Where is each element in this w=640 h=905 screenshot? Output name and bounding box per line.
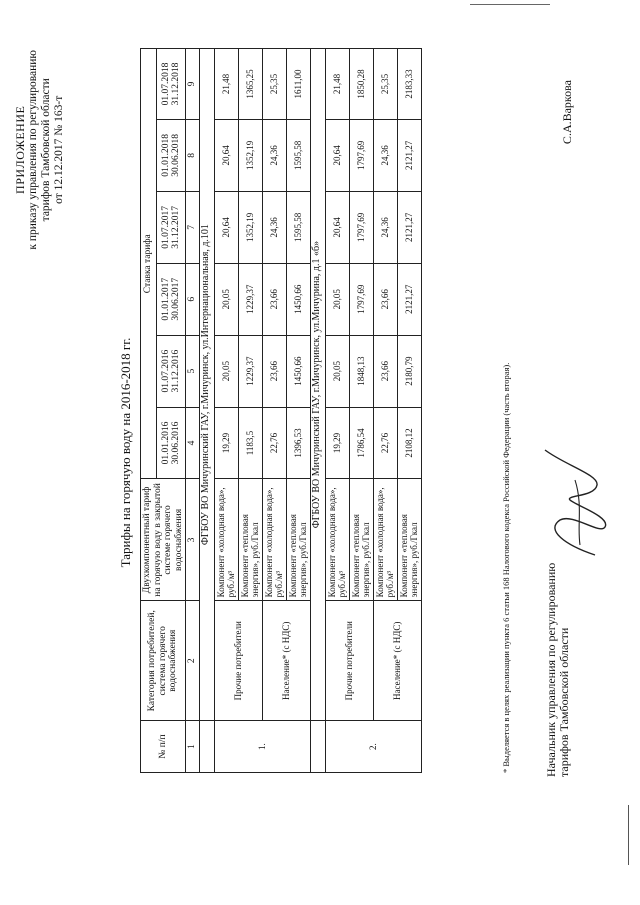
tariff-value: 23,66 <box>373 335 397 407</box>
tariff-value: 23,66 <box>373 263 397 335</box>
col-header-num: № п/п <box>141 721 186 773</box>
tariff-value: 2183,33 <box>397 49 421 120</box>
scan-artifact-edge <box>470 4 550 5</box>
tariff-value: 19,29 <box>214 407 238 479</box>
tariff-value: 1450,66 <box>286 335 310 407</box>
tariff-value: 21,48 <box>214 49 238 120</box>
component-label: Компонент «холодная вода», руб./м³ <box>262 479 286 601</box>
signatory-position-line2: тарифов Тамбовской области <box>557 627 571 777</box>
consumer-category: Население* (с НДС) <box>373 601 421 721</box>
footnote: * Выделяется в целях реализации пункта 6 статьи 168 Налогового кодекса Российской Федерации (часть вторая). <box>501 362 511 773</box>
handwritten-signature <box>525 435 615 575</box>
tariff-value: 20,05 <box>325 335 349 407</box>
tariff-value: 23,66 <box>262 263 286 335</box>
tariff-value: 1786,54 <box>349 407 373 479</box>
tariff-value: 20,64 <box>214 119 238 191</box>
order-date-line: от 12.12.2017 № 163-т <box>53 95 65 204</box>
col-number: 3 <box>186 479 200 601</box>
tariff-value: 24,36 <box>262 191 286 263</box>
section-title: ФГБОУ ВО Мичуринский ГАУ, г.Мичуринск, ул.Мичурина, д.1 «б» <box>310 49 325 721</box>
tariff-value: 1595,58 <box>286 119 310 191</box>
tariff-value: 1352,19 <box>238 119 262 191</box>
tariff-value: 22,76 <box>262 407 286 479</box>
tariff-value: 20,05 <box>214 263 238 335</box>
tariff-value: 2180,79 <box>397 335 421 407</box>
component-label: Компонент «тепловая энергия», руб./Гкал <box>238 479 262 601</box>
tariff-value: 1797,69 <box>349 119 373 191</box>
col-number: 9 <box>186 49 200 120</box>
col-header-component: Двухкомпонентный тариф на горячую воду в закрытой системе горячего водоснабжения <box>141 479 186 601</box>
tariff-value: 24,36 <box>262 119 286 191</box>
signatory-position <box>545 563 571 777</box>
order-line: к приказу управления по регулированию <box>27 50 39 250</box>
tariff-value: 24,36 <box>373 191 397 263</box>
col-number: 5 <box>186 335 200 407</box>
period-header: 01.07.2018 31.12.2018 <box>157 49 186 120</box>
col-number: 2 <box>186 601 200 721</box>
tariff-value: 20,64 <box>214 191 238 263</box>
col-header-category: Категория потребителей, система горячего водоснабжения <box>141 601 186 721</box>
consumer-category: Население* (с НДС) <box>262 601 310 721</box>
appendix-header <box>14 50 66 250</box>
period-header: 01.01.2018 30.06.2018 <box>157 119 186 191</box>
tariff-value: 25,35 <box>262 49 286 120</box>
tariff-value: 1797,69 <box>349 191 373 263</box>
row-number: 1. <box>214 721 310 773</box>
tariff-value: 1229,37 <box>238 263 262 335</box>
tariff-value: 1797,69 <box>349 263 373 335</box>
component-label: Компонент «тепловая энергия», руб./Гкал <box>349 479 373 601</box>
tariff-value: 25,35 <box>373 49 397 120</box>
component-label: Компонент «холодная вода», руб./м³ <box>325 479 349 601</box>
col-number: 7 <box>186 191 200 263</box>
tariff-value: 21,48 <box>325 49 349 120</box>
tariff-value: 22,76 <box>373 407 397 479</box>
section-title: ФГБОУ ВО Мичуринский ГАУ, г.Мичуринск, ул.Интернациональная, д.101 <box>199 49 214 721</box>
tariff-value: 1365,25 <box>238 49 262 120</box>
tariff-value: 23,66 <box>262 335 286 407</box>
tariff-value: 1229,37 <box>238 335 262 407</box>
tariff-value: 20,64 <box>325 119 349 191</box>
appendix-label: ПРИЛОЖЕНИЕ <box>13 105 27 194</box>
authority-line: тарифов Тамбовской области <box>40 78 52 222</box>
consumer-category: Прочие потребители <box>325 601 373 721</box>
tariff-table <box>140 48 422 773</box>
tariff-value: 1848,13 <box>349 335 373 407</box>
tariff-value: 2121,27 <box>397 263 421 335</box>
col-number: 8 <box>186 119 200 191</box>
tariff-value: 1183,5 <box>238 407 262 479</box>
col-number: 6 <box>186 263 200 335</box>
tariff-value: 20,05 <box>325 263 349 335</box>
component-label: Компонент «тепловая энергия», руб./Гкал <box>286 479 310 601</box>
document-title: Тарифы на горячую воду на 2016-2018 гг. <box>118 337 133 568</box>
period-header: 01.01.2016 30.06.2016 <box>157 407 186 479</box>
tariff-value: 2121,27 <box>397 119 421 191</box>
tariff-value: 2121,27 <box>397 191 421 263</box>
tariff-value: 1850,28 <box>349 49 373 120</box>
tariff-value: 19,29 <box>325 407 349 479</box>
tariff-value: 2108,12 <box>397 407 421 479</box>
signatory-position-line1: Начальник управления по регулированию <box>544 562 558 777</box>
col-header-rate: Ставка тарифа <box>141 49 157 480</box>
scan-artifact-line <box>628 805 629 865</box>
row-number: 2. <box>325 721 421 773</box>
period-header: 01.07.2017 31.12.2017 <box>157 191 186 263</box>
col-number: 4 <box>186 407 200 479</box>
component-label: Компонент «тепловая энергия», руб./Гкал <box>397 479 421 601</box>
col-number: 1 <box>186 721 200 773</box>
tariff-value: 24,36 <box>373 119 397 191</box>
signatory-name: С.А.Варкова <box>560 80 574 145</box>
component-label: Компонент «холодная вода», руб./м³ <box>373 479 397 601</box>
tariff-value: 20,05 <box>214 335 238 407</box>
tariff-value: 1595,58 <box>286 191 310 263</box>
period-header: 01.07.2016 31.12.2016 <box>157 335 186 407</box>
tariff-value: 1611,00 <box>286 49 310 120</box>
tariff-value: 1352,19 <box>238 191 262 263</box>
tariff-value: 20,64 <box>325 191 349 263</box>
tariff-value: 1450,66 <box>286 263 310 335</box>
tariff-value: 1396,53 <box>286 407 310 479</box>
consumer-category: Прочие потребители <box>214 601 262 721</box>
period-header: 01.01.2017 30.06.2017 <box>157 263 186 335</box>
component-label: Компонент «холодная вода», руб./м³ <box>214 479 238 601</box>
